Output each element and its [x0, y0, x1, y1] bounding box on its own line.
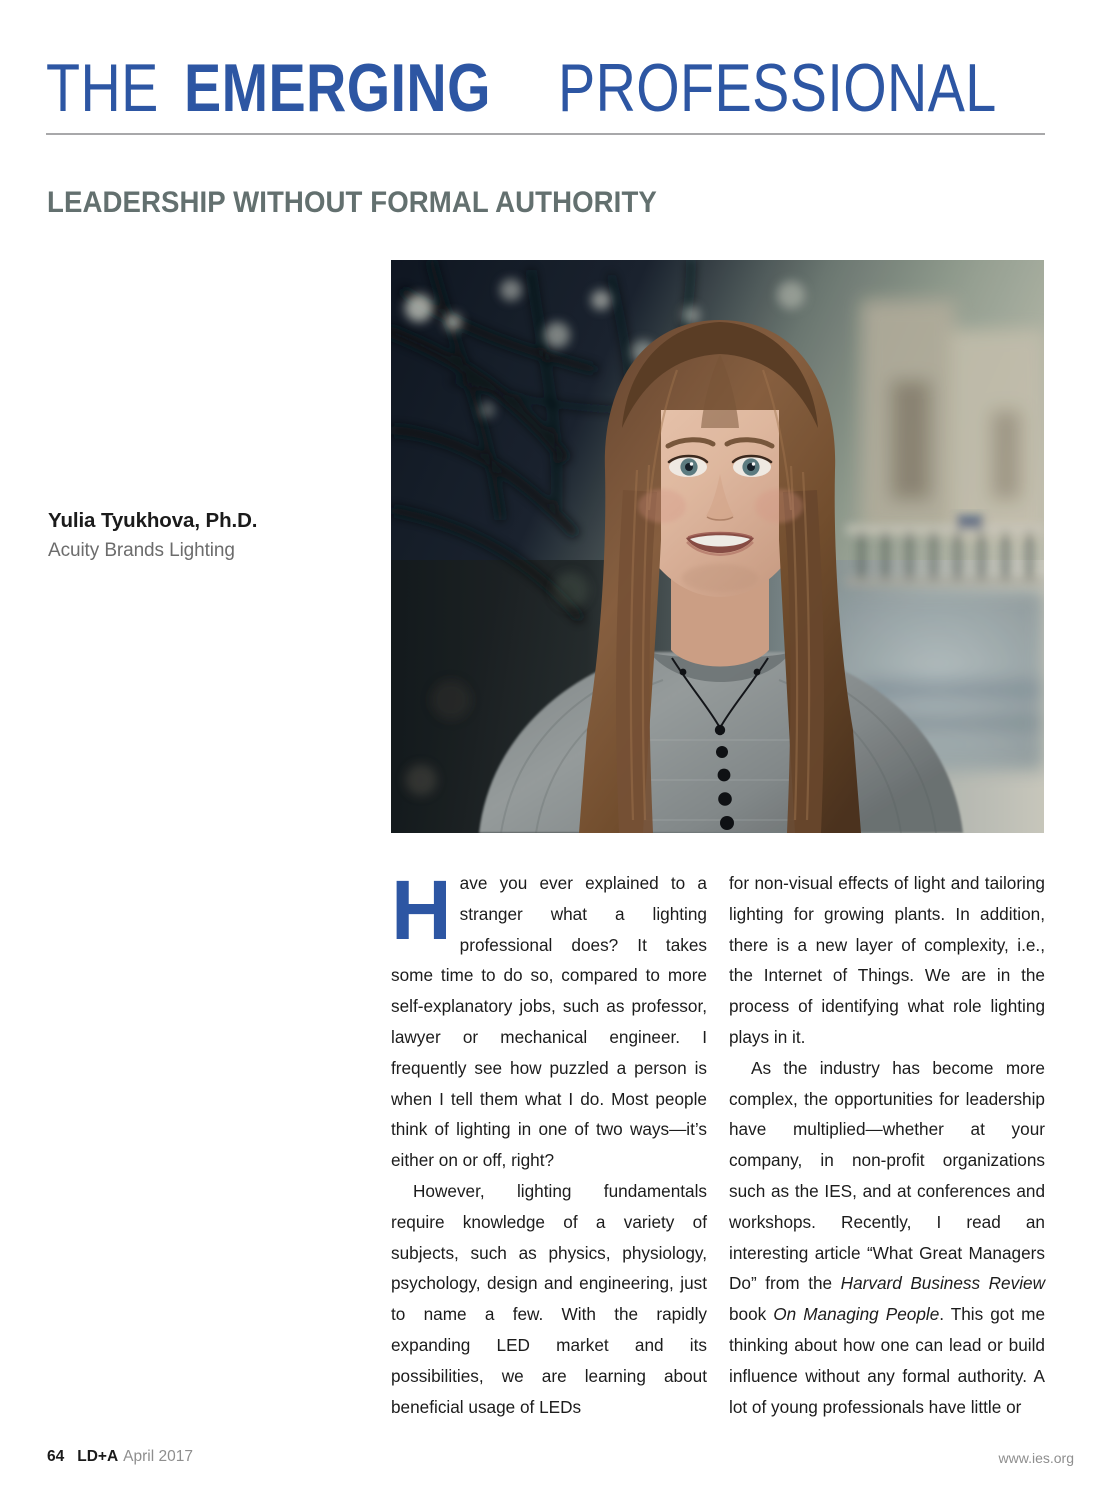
- paragraph-text: However, lighting fundamentals require knowledge of a variety of subjects, such as physics, physiology, psychology, design and engineering, just to name a few. With the rapidly expanding LED market and its possibilities, we are learning about beneficial usage of LEDs: [391, 1180, 707, 1417]
- article-subhead: LEADERSHIP WITHOUT FORMAL AUTHORITY: [47, 186, 657, 219]
- paragraph-text: book: [729, 1304, 774, 1325]
- paragraph-text: . This got me thinking about how one can lead or build influence without any formal authority. A lot of young professionals have little or: [729, 1304, 1046, 1417]
- footer-website: www.ies.org: [998, 1450, 1074, 1466]
- paragraph: [391, 863, 707, 1176]
- footer-left: [47, 1448, 193, 1466]
- author-portrait: [391, 260, 1044, 833]
- masthead-professional: PROFESSIONAL: [557, 50, 997, 126]
- drop-cap: H: [391, 863, 451, 957]
- body-column-right: [729, 868, 1045, 1422]
- page-number: 64: [47, 1448, 65, 1465]
- body-column-left: [391, 863, 707, 1422]
- byline-author-name: Yulia Tyukhova, Ph.D.: [48, 509, 258, 532]
- masthead-divider: [46, 133, 1045, 135]
- book-title-on-managing-people: On Managing People: [773, 1304, 940, 1325]
- paragraph: [729, 868, 1045, 1053]
- paragraph-text: ave you ever explained to a stranger what a lighting professional does? It takes some time to do so, compared to more self-explanatory jobs, such as professor, lawyer or mechanical engineer. I frequently see how puzzled a person is when I tell them what I do. Most people think of lighting in one of two ways—it’s either on or off, right?: [391, 873, 707, 1171]
- paragraph-text: for non-visual effects of light and tailoring lighting for growing plants. In addition, there is a new layer of complexity, i.e., the Internet of Things. We are in the process of identifying what role lighting plays in it.: [729, 873, 1045, 1047]
- portrait-illustration: [391, 260, 1044, 833]
- byline-organization: Acuity Brands Lighting: [48, 539, 235, 561]
- masthead-emerging: EMERGING: [183, 50, 491, 126]
- masthead-title: [46, 52, 1046, 124]
- paragraph-text: As the industry has become more complex, the opportunities for leadership have multiplied—whether at your company, in non-profit organizations such as the IES, and at conferences and workshops. Recently, I read an interesting article “What Great Managers Do” from the: [729, 1057, 1045, 1294]
- paragraph: [729, 1053, 1045, 1423]
- book-title-hbr: Harvard Business Review: [840, 1273, 1046, 1294]
- byline: [48, 508, 368, 564]
- issue-date: April 2017: [123, 1448, 193, 1465]
- paragraph: [391, 1176, 707, 1422]
- magazine-name: LD+A: [77, 1448, 119, 1465]
- masthead-the: THE: [46, 50, 159, 126]
